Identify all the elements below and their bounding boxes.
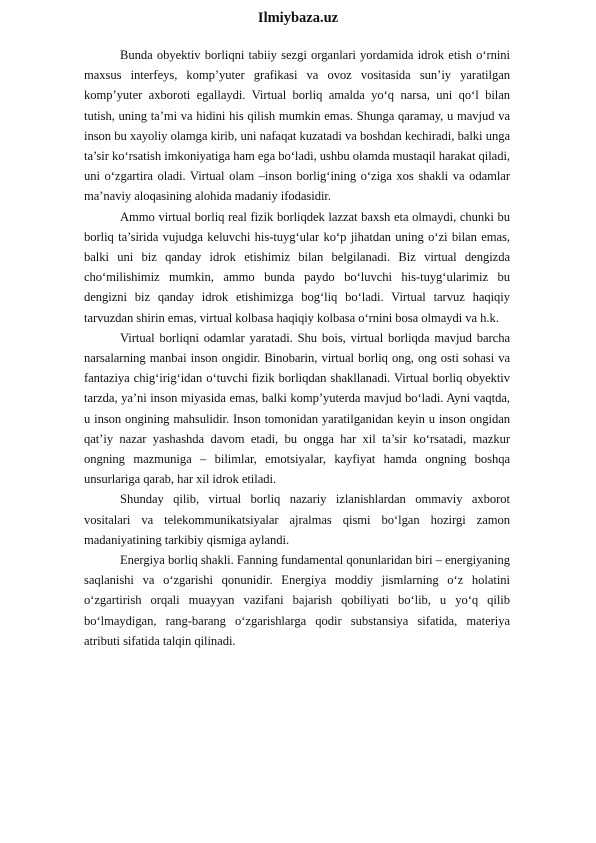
paragraph-conclusion: Shunday qilib, virtual borliq nazariy izlanishlardan ommaviy axborot vositalari va telekommunikatsiyalar ajralmas qismi bo‘lgan hozirgi zamon madaniyatining tarkibiy qismiga aylandi. (84, 492, 510, 547)
document-body (84, 45, 510, 651)
paragraph-virtual-created-by-people: Virtual borliqni odamlar yaratadi. Shu bois, virtual borliqda mavjud barcha narsalarning manbai inson ongidir. Binobarin, virtual borliq ong, ong osti sohasi va fantaziya chig‘irig‘idan o‘tuvchi fizik borliqdan shakllanadi. Virtual borliq obyektiv tarzda, ya’ni inson miyasida emas, balki komp’yuterda mavjud bo‘ladi. Ayni vaqtda, u inson ongining mahsulidir. Inson tomonidan yaratilganidan keyin u inson ongidan qat’iy nazar yashashda davom etadi, bu ongga har xil ta’sir ko‘rsatadi, mazkur ongning mazmuniga – bilimlar, emotsiyalar, kayfiyat hamda ongning boshqa unsurlariga qarab, har xil idrok etiladi. (84, 330, 510, 487)
paragraph-virtual-reality-intro: Bunda obyektiv borliqni tabiiy sezgi organlari yordamida idrok etish o‘rnini maxsus interfeys, komp’yuter grafikasi va ovoz vositasida sun’iy yaratilgan komp’yuter axboroti egallaydi. Virtual borliq amalda yo‘q narsa, uni qo‘l bilan tutish, uning ta’mi va hidini his qilish mumkin emas. Shunga qaramay, u mavjud va inson bu xayoliy olamga kirib, uni nafaqat kuzatadi va boshdan kechiradi, balki unga ta’sir ko‘rsatish imkoniyatiga ham ega bo‘ladi, ushbu olamda mustaqil harakat qiladi, uni o‘zgartira oladi. Virtual olam –inson borlig‘ining o‘ziga xos shakli va odamlar ma’naviy aloqasining alohida madaniy ifodasidir. (84, 48, 510, 204)
page-header-title: Ilmiybaza.uz (257, 10, 339, 26)
paragraph-energy-form: Energiya borliq shakli. Fanning fundamental qonunlaridan biri – energiyaning saqlanishi va o‘zgarishi qonunidir. Energiya moddiy jismlarning o‘z holatini o‘zgartirish orqali muayyan vazifani bajarish qobiliyati bo‘lib, u yo‘q qilib bo‘lmaydigan, rang-barang o‘zgarishlarga qodir substansiya sifatida, materiya atributi sifatida talqin qilinadi. (84, 553, 510, 648)
paragraph-virtual-vs-physical: Ammo virtual borliq real fizik borliqdek lazzat baxsh eta olmaydi, chunki bu borliq ta’sirida vujudga keluvchi his-tuyg‘ular ko‘p jihatdan uning o‘zi bilan emas, balki uni biz qanday idrok etishimiz bilan belgilanadi. Biz virtual dengizda cho‘milishimiz mumkin, ammo bunda paydo bo‘luvchi his-tuyg‘ularimiz bu dengizni biz qanday idrok etishimizga bog‘liq bo‘ladi. Virtual tarvuz haqiqiy tarvuzdan shirin emas, virtual kolbasa haqiqiy kolbasa o‘rnini bosa olmaydi va h.k. (84, 209, 510, 325)
